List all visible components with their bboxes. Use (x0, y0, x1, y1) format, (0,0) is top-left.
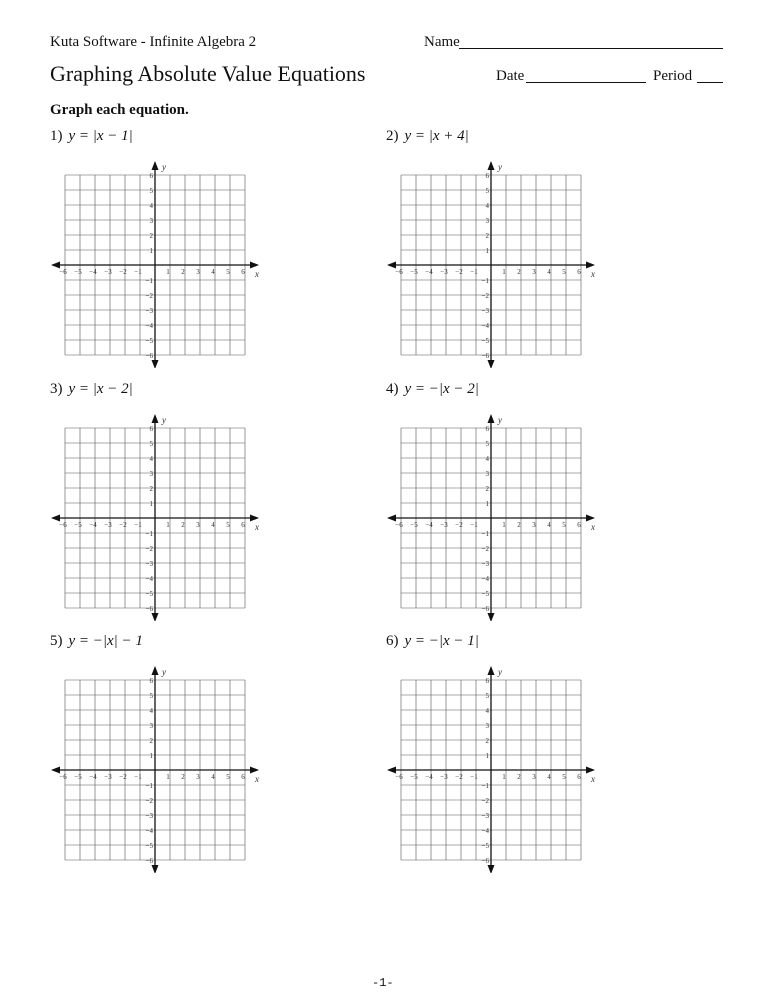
coordinate-plane[interactable] (48, 401, 268, 621)
x-tick-label: −3 (104, 521, 112, 529)
x-tick-label: −1 (134, 268, 142, 276)
problem-1 (50, 128, 350, 368)
y-tick-label: −3 (145, 812, 153, 820)
y-tick-label: −2 (145, 545, 153, 553)
arrow-right-icon (250, 515, 259, 522)
x-tick-label: 5 (562, 773, 566, 781)
y-tick-label: −2 (145, 797, 153, 805)
arrow-up-icon (152, 161, 159, 170)
x-tick-label: −5 (410, 521, 418, 529)
x-tick-label: −6 (59, 521, 67, 529)
x-tick-label: 3 (196, 268, 200, 276)
x-tick-label: 2 (517, 773, 521, 781)
problem-equation: y = −|x − 2| (404, 381, 479, 397)
x-tick-label: −1 (134, 773, 142, 781)
x-tick-label: 5 (226, 268, 230, 276)
problem-label (50, 128, 133, 145)
y-tick-label: −5 (481, 842, 489, 850)
x-tick-label: −1 (470, 773, 478, 781)
y-tick-label: 1 (485, 247, 489, 255)
problem-3 (50, 381, 350, 621)
x-tick-label: −4 (89, 521, 97, 529)
problem-number: 5) (50, 633, 63, 649)
problem-5 (50, 633, 350, 873)
x-tick-label: −4 (89, 773, 97, 781)
x-tick-label: −4 (425, 268, 433, 276)
problem-equation: y = −|x| − 1 (68, 633, 143, 649)
y-tick-label: −6 (145, 857, 153, 865)
arrow-right-icon (250, 262, 259, 269)
y-tick-label: −6 (481, 857, 489, 865)
y-tick-label: −3 (145, 560, 153, 568)
y-tick-label: −5 (481, 337, 489, 345)
arrow-right-icon (586, 262, 595, 269)
x-tick-label: 5 (226, 773, 230, 781)
y-tick-label: 6 (485, 677, 489, 685)
arrow-right-icon (586, 515, 595, 522)
y-tick-label: −3 (481, 560, 489, 568)
y-tick-label: −6 (481, 605, 489, 613)
y-tick-label: −1 (145, 277, 153, 285)
y-tick-label: 1 (485, 500, 489, 508)
y-tick-label: −3 (145, 307, 153, 315)
x-tick-label: 6 (577, 773, 581, 781)
software-name: Kuta Software - Infinite Algebra 2 (50, 34, 257, 50)
y-tick-label: −6 (481, 352, 489, 360)
y-tick-label: 5 (149, 692, 153, 700)
x-tick-label: −1 (134, 521, 142, 529)
problem-label (50, 633, 143, 650)
y-tick-label: 2 (485, 485, 489, 493)
x-tick-label: 4 (547, 773, 551, 781)
y-tick-label: −1 (481, 530, 489, 538)
x-tick-label: 1 (166, 521, 170, 529)
y-axis-label: y (498, 667, 502, 677)
problem-number: 2) (386, 128, 399, 144)
arrow-up-icon (152, 414, 159, 423)
x-tick-label: −6 (59, 773, 67, 781)
problem-label (50, 381, 133, 398)
coordinate-plane[interactable] (384, 653, 604, 873)
problem-equation: y = |x − 1| (68, 128, 133, 144)
x-tick-label: 4 (211, 773, 215, 781)
y-axis-label: y (162, 162, 166, 172)
period-field[interactable] (697, 82, 723, 83)
y-tick-label: 2 (485, 737, 489, 745)
x-tick-label: 6 (241, 268, 245, 276)
x-tick-label: −2 (455, 521, 463, 529)
date-field[interactable] (526, 82, 646, 83)
y-tick-label: 4 (149, 707, 153, 715)
problem-6 (386, 633, 686, 873)
x-tick-label: 5 (562, 268, 566, 276)
y-tick-label: −4 (145, 575, 153, 583)
x-tick-label: 5 (562, 521, 566, 529)
x-tick-label: −2 (455, 268, 463, 276)
y-tick-label: 3 (485, 722, 489, 730)
x-tick-label: 6 (577, 268, 581, 276)
y-tick-label: −1 (481, 277, 489, 285)
arrow-right-icon (250, 767, 259, 774)
arrow-down-icon (488, 613, 495, 621)
problem-number: 3) (50, 381, 63, 397)
x-tick-label: −1 (470, 521, 478, 529)
x-tick-label: 3 (196, 521, 200, 529)
y-tick-label: −5 (145, 842, 153, 850)
x-axis-label: x (591, 774, 595, 784)
y-tick-label: 5 (485, 440, 489, 448)
problem-number: 4) (386, 381, 399, 397)
x-tick-label: −1 (470, 268, 478, 276)
x-axis-label: x (591, 269, 595, 279)
page-number: -1- (372, 976, 394, 990)
y-tick-label: 3 (485, 470, 489, 478)
y-tick-label: 1 (485, 752, 489, 760)
period-label: Period (653, 68, 693, 84)
y-tick-label: −4 (481, 827, 489, 835)
arrow-down-icon (488, 360, 495, 368)
problem-number: 1) (50, 128, 63, 144)
x-axis-label: x (255, 522, 259, 532)
x-tick-label: 1 (502, 521, 506, 529)
y-axis-label: y (498, 415, 502, 425)
y-tick-label: −1 (145, 782, 153, 790)
x-tick-label: −5 (74, 268, 82, 276)
y-tick-label: 6 (485, 172, 489, 180)
date-label: Date (496, 68, 525, 84)
y-tick-label: −4 (481, 575, 489, 583)
x-tick-label: −3 (440, 773, 448, 781)
x-tick-label: 4 (547, 521, 551, 529)
x-tick-label: 2 (517, 521, 521, 529)
problem-equation: y = −|x − 1| (404, 633, 479, 649)
x-tick-label: 4 (211, 268, 215, 276)
y-tick-label: 5 (485, 187, 489, 195)
y-tick-label: −2 (145, 292, 153, 300)
problem-2 (386, 128, 686, 368)
x-tick-label: 3 (532, 521, 536, 529)
y-tick-label: 2 (149, 485, 153, 493)
coordinate-plane[interactable] (48, 148, 268, 368)
y-axis-label: y (162, 415, 166, 425)
arrow-down-icon (152, 613, 159, 621)
x-tick-label: −2 (119, 521, 127, 529)
coordinate-plane[interactable] (48, 653, 268, 873)
x-tick-label: −6 (59, 268, 67, 276)
x-tick-label: −4 (89, 268, 97, 276)
x-tick-label: −3 (440, 521, 448, 529)
problem-label (386, 381, 479, 398)
y-tick-label: 5 (149, 440, 153, 448)
y-tick-label: 2 (149, 737, 153, 745)
y-tick-label: 1 (149, 500, 153, 508)
problem-number: 6) (386, 633, 399, 649)
arrow-up-icon (488, 666, 495, 675)
y-tick-label: 4 (485, 455, 489, 463)
arrow-down-icon (152, 360, 159, 368)
x-tick-label: 6 (241, 773, 245, 781)
y-tick-label: 6 (485, 425, 489, 433)
y-tick-label: −4 (481, 322, 489, 330)
y-tick-label: 3 (149, 217, 153, 225)
y-tick-label: −2 (481, 545, 489, 553)
y-tick-label: 3 (149, 722, 153, 730)
problem-4 (386, 381, 686, 621)
x-tick-label: −6 (395, 773, 403, 781)
y-tick-label: 4 (485, 707, 489, 715)
x-tick-label: −5 (410, 773, 418, 781)
x-tick-label: −3 (440, 268, 448, 276)
x-tick-label: 2 (517, 268, 521, 276)
problem-equation: y = |x − 2| (68, 381, 133, 397)
y-tick-label: 2 (149, 232, 153, 240)
y-tick-label: −1 (145, 530, 153, 538)
x-tick-label: 2 (181, 268, 185, 276)
arrow-down-icon (152, 865, 159, 873)
y-tick-label: 4 (149, 455, 153, 463)
x-tick-label: 4 (211, 521, 215, 529)
y-tick-label: 2 (485, 232, 489, 240)
instructions: Graph each equation. (50, 102, 189, 118)
y-tick-label: −6 (145, 352, 153, 360)
x-tick-label: −5 (74, 773, 82, 781)
x-tick-label: −6 (395, 268, 403, 276)
y-axis-label: y (162, 667, 166, 677)
x-tick-label: −5 (410, 268, 418, 276)
coordinate-plane[interactable] (384, 148, 604, 368)
coordinate-plane[interactable] (384, 401, 604, 621)
arrow-up-icon (488, 161, 495, 170)
x-tick-label: −2 (455, 773, 463, 781)
y-tick-label: −6 (145, 605, 153, 613)
y-tick-label: −2 (481, 292, 489, 300)
x-tick-label: 3 (196, 773, 200, 781)
y-tick-label: −3 (481, 307, 489, 315)
y-tick-label: 3 (149, 470, 153, 478)
x-tick-label: −6 (395, 521, 403, 529)
x-tick-label: −2 (119, 773, 127, 781)
name-label: Name (424, 34, 460, 50)
arrow-right-icon (586, 767, 595, 774)
x-tick-label: 5 (226, 521, 230, 529)
y-tick-label: −2 (481, 797, 489, 805)
x-tick-label: 6 (241, 521, 245, 529)
x-tick-label: 4 (547, 268, 551, 276)
problem-label (386, 128, 469, 145)
x-tick-label: 1 (166, 268, 170, 276)
x-tick-label: 6 (577, 521, 581, 529)
x-tick-label: −4 (425, 773, 433, 781)
y-axis-label: y (498, 162, 502, 172)
y-tick-label: −5 (481, 590, 489, 598)
x-tick-label: −2 (119, 268, 127, 276)
worksheet-title: Graphing Absolute Value Equations (50, 61, 366, 86)
x-axis-label: x (255, 774, 259, 784)
x-tick-label: 1 (166, 773, 170, 781)
x-tick-label: −3 (104, 268, 112, 276)
problem-equation: y = |x + 4| (404, 128, 469, 144)
y-tick-label: −4 (145, 322, 153, 330)
y-tick-label: 6 (149, 677, 153, 685)
y-tick-label: −1 (481, 782, 489, 790)
arrow-up-icon (488, 414, 495, 423)
x-axis-label: x (255, 269, 259, 279)
y-tick-label: 1 (149, 247, 153, 255)
y-tick-label: 6 (149, 172, 153, 180)
y-tick-label: 3 (485, 217, 489, 225)
y-tick-label: 6 (149, 425, 153, 433)
x-tick-label: 1 (502, 268, 506, 276)
x-tick-label: 2 (181, 773, 185, 781)
y-tick-label: 4 (149, 202, 153, 210)
x-tick-label: −5 (74, 521, 82, 529)
x-tick-label: 3 (532, 268, 536, 276)
y-tick-label: 5 (149, 187, 153, 195)
y-tick-label: −3 (481, 812, 489, 820)
x-axis-label: x (591, 522, 595, 532)
y-tick-label: −4 (145, 827, 153, 835)
problem-label (386, 633, 479, 650)
x-tick-label: 2 (181, 521, 185, 529)
x-tick-label: 1 (502, 773, 506, 781)
name-field[interactable] (459, 48, 723, 49)
y-tick-label: −5 (145, 590, 153, 598)
y-tick-label: 1 (149, 752, 153, 760)
y-tick-label: −5 (145, 337, 153, 345)
x-tick-label: −4 (425, 521, 433, 529)
y-tick-label: 5 (485, 692, 489, 700)
y-tick-label: 4 (485, 202, 489, 210)
arrow-up-icon (152, 666, 159, 675)
x-tick-label: −3 (104, 773, 112, 781)
arrow-down-icon (488, 865, 495, 873)
x-tick-label: 3 (532, 773, 536, 781)
